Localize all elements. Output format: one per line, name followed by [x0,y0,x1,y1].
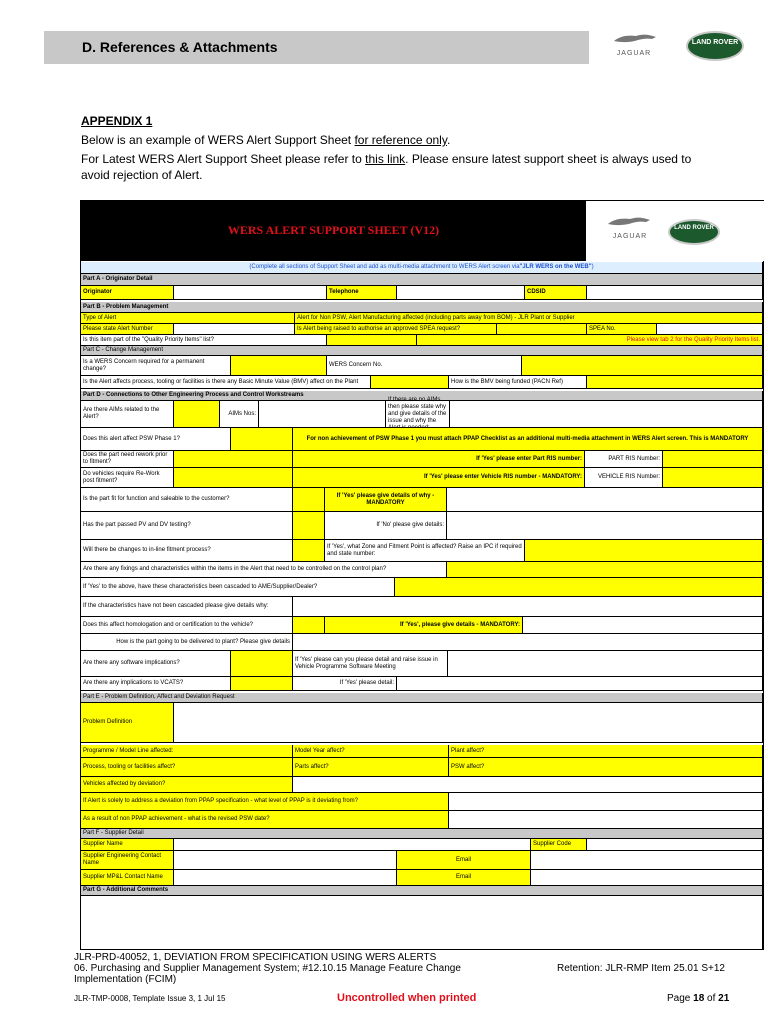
alert-number-row [81,324,763,335]
not-cascaded-row [81,597,763,617]
footer-retention: Retention: JLR-RMP Item 25.01 S+12 [557,963,725,974]
supplier-code-label: Supplier Code [531,839,587,851]
vehicles-affected-row [81,777,763,793]
plant-affect-label: Plant affect? [449,745,763,758]
footer-uncontrolled: Uncontrolled when printed [337,992,477,1004]
telephone-label: Telephone [327,286,397,300]
type-of-alert-row [81,313,763,324]
process-row [81,758,763,777]
sheet-jaguar-logo [600,215,660,245]
appendix-line-1-end: . [446,133,451,147]
vehicles-affected-label: Vehicles affected by deviation? [81,777,293,793]
quality-priority-row [81,335,763,346]
wers-concern-field[interactable] [231,356,327,376]
ppap-deviation-field[interactable] [449,793,763,811]
authorise-spea-label: Is Alert being raised to authorise an approved SPEA request? [295,324,497,335]
delivered-to-plant-label: How is the part going to be delivered to plant? Please give details [81,634,293,651]
fit-for-function-row [81,488,763,512]
part-ris-field[interactable] [663,451,763,468]
vcats-label: Are there any implications to VCATS? [81,677,231,691]
wers-alert-support-sheet [80,200,764,950]
supplier-mpl-row [81,870,763,886]
jaguar-leaper-icon [606,215,652,229]
fit-for-function-label: Is the part fit for function and saleable to the customer? [81,488,293,512]
footer-template: JLR-TMP-0008, Template Issue 3, 1 Jul 15 [74,994,226,1003]
alert-number-field[interactable] [174,324,295,335]
homologation-details-label: If 'Yes', please give details - MANDATORY: [325,617,523,634]
aims-none-field[interactable] [450,401,763,428]
vehicle-rework-row [81,468,763,488]
part-rework-field[interactable] [174,451,293,468]
part-ris-prompt: If 'Yes' please enter Part RIS number: [293,451,585,468]
email-2-label: Email [397,870,531,886]
instruction-text [81,262,763,274]
part-b-title: Part B - Problem Management [81,302,763,313]
authorise-spea-field[interactable] [497,324,587,335]
ppap-deviation-row [81,793,763,811]
supplier-name-field[interactable] [174,839,531,851]
part-g-title: Part G - Additional Comments [81,886,763,896]
part-rework-row [81,451,763,468]
in-line-fitment-row [81,540,763,562]
delivered-row [81,634,763,651]
software-details-label: If 'Yes' please can you please detail and raise issue in Vehicle Programme Software Meeting [293,651,448,677]
fixings-field[interactable] [447,562,763,578]
aims-none-label: then please state why and give details of the issue and why the [386,401,450,428]
parts-affect-label: Parts affect? [293,758,449,777]
footer-page-number [667,993,729,1004]
vcats-field[interactable] [231,677,293,691]
bmv-funded-label: How is the BMV being funded (PACN Ref) [449,376,587,389]
email-2-field[interactable] [531,870,763,886]
additional-comments-field[interactable] [81,896,763,949]
footer-doc-line-1: JLR-PRD-40052, 1, DEVIATION FROM SPECIFICATION USING WERS ALERTS [74,952,437,963]
sheet-jaguar-text: JAGUAR [612,233,648,240]
aims-row [81,401,763,428]
footer-doc-line-2: 06. Purchasing and Supplier Management System; #12.10.15 Manage Feature Change [74,963,461,974]
psw-phase1-field[interactable] [231,428,293,451]
psw-affect-label: PSW affect? [449,758,763,777]
sheet-land-rover-logo: LAND ROVER [668,219,720,245]
part-e-header [81,693,763,703]
page-current: 18 [693,993,705,1004]
part-ris-label: PART RIS Number: [585,451,663,468]
quality-priority-label: Is this item part of the "Quality Priority Items" list? [81,335,327,346]
cascaded-label: If 'Yes' to the above, have these characteristics been cascaded to AME/Supplier/Dealer? [81,578,395,597]
in-line-fitment-label: Will there be changes to in-line fitment process? [81,540,293,562]
sheet-title: WERS ALERT SUPPORT SHEET (V12) [227,223,440,237]
in-line-fitment-field[interactable] [293,540,325,562]
part-c-title: Part C - Change Management [81,346,763,356]
type-of-alert-label: Type of Alert [81,313,295,324]
page-of: of [704,993,719,1004]
problem-definition-label: Problem Definition [81,703,174,743]
process-affect-label: Process, tooling or facilities affect? [81,758,293,777]
additional-comments-row [81,896,763,949]
jaguar-logo [604,32,664,62]
supplier-mpl-contact-label: Supplier MP&L Contact Name [81,870,174,886]
supplier-name-row [81,839,763,851]
sheet-logos [586,201,764,261]
footer-doc-line-3: Implementation (FCIM) [74,974,177,985]
supplier-eng-row [81,851,763,870]
vehicle-rework-field[interactable] [174,468,293,488]
part-f-header [81,829,763,839]
psw-phase1-row [81,428,763,451]
fixings-row [81,562,763,578]
part-g-header [81,886,763,896]
aims-related-label: Are there AIMs related to the Alert? [81,401,174,428]
zone-fitment-field[interactable] [525,540,763,562]
problem-definition-row [81,703,763,743]
jaguar-leaper-icon [612,32,658,46]
fixings-label: Are there any fixings and characteristics within the items in the Alert that need to be controlled on the control plan? [81,562,447,578]
part-b-header [81,302,763,313]
vcats-row [81,677,763,691]
programme-row [81,745,763,758]
cdsid-field[interactable] [587,286,763,300]
email-1-field[interactable] [531,851,763,870]
bmv-row [81,376,763,389]
land-rover-logo: LAND ROVER [686,31,744,61]
alert-affects-label: Is the Alert affects process, tooling or facilities is there any Basic Minute Value (BMV) affect on the Plant [81,376,371,389]
vehicle-ris-prompt: If 'Yes' please enter Vehicle RIS number - MANDATORY: [293,468,585,488]
model-year-label: Model Year affect? [293,745,449,758]
part-f-title: Part F - Supplier Detail [81,829,763,839]
revised-psw-row [81,811,763,829]
supplier-code-field[interactable] [587,839,763,851]
instruction-row [81,262,763,274]
this-link[interactable]: this link [365,152,406,166]
vcats-details-label: If 'Yes' please detail: [293,677,397,691]
appendix-line-2 [81,151,691,167]
vehicles-affected-field[interactable] [293,777,763,793]
fit-yes-details-label: If 'Yes' please give details of why - MANDATORY [325,488,447,512]
reference-only-text: for reference only [354,133,447,147]
appendix-title: APPENDIX 1 [81,114,153,128]
not-cascaded-label: If the characteristics have not been cascaded please give details why: [81,597,293,617]
page-prefix: Page [667,993,694,1004]
ppap-deviation-label: If Alert is solely to address a deviation from PPAP specification - what level of PPAP is it deviating from? [81,793,449,811]
vcats-details-field[interactable] [397,677,763,691]
spea-no-label: SPEA No. [587,324,657,335]
wers-concern-no-field[interactable] [522,356,763,376]
delivered-to-plant-field[interactable] [293,634,763,651]
homologation-field[interactable] [293,617,325,634]
homologation-details-field[interactable] [523,617,763,634]
cascaded-row [81,578,763,597]
cascaded-field[interactable] [395,578,763,597]
psw-phase1-label: Does this alert affect PSW Phase 1? [81,428,231,451]
cdsid-label: CDSID [525,286,587,300]
revised-psw-label: As a result of non PPAP achievement - what is the revised PSW date? [81,811,449,829]
pv-dv-row [81,512,763,540]
software-field[interactable] [231,651,293,677]
instruction-post: ) [591,264,594,270]
programme-affected-label: Programme / Model Line affected: [81,745,293,758]
appendix-line-2-end: . Please ensure latest support sheet is always used to [405,152,692,166]
fit-no-details-field[interactable] [447,512,763,540]
fit-no-details-label: If 'No' please give details: [325,512,447,540]
software-row [81,651,763,677]
alert-for-value: Alert for Non PSW, Alert Manufacturing affected (including parts away from BOM) - JLR Plant or Supplier [295,313,763,324]
alert-affects-field[interactable] [371,376,449,389]
instruction-bold: "JLR WERS on the WEB" [519,264,592,270]
jaguar-logo-text: JAGUAR [616,50,652,57]
supplier-mpl-contact-field[interactable] [174,870,397,886]
appendix-line-1-text: Below is an example of WERS Alert Support Sheet [81,133,355,147]
zone-fitment-label: If 'Yes', what Zone and Fitment Point is affected? Raise an IPC if required and state number: [325,540,525,562]
appendix-line-2-text: For Latest WERS Alert Support Sheet please refer to [81,152,366,166]
ppap-mandatory-note: For non achievement of PSW Phase 1 you must attach PPAP Checklist as an additional multi-media attachment in WERS Alert screen. This is MANDATORY [293,428,763,451]
alert-number-label: Please state Alert Number [81,324,174,335]
originator-label: Originator [81,286,174,300]
problem-definition-field[interactable] [174,703,763,743]
instruction-pre: (Complete all sections of Support Sheet and add as multi-media attachment to WERS Alert screen via [249,264,520,270]
part-a-header [81,274,763,286]
part-e-title: Part E - Problem Definition, Affect and Deviation Request [81,693,763,703]
fit-for-function-field[interactable] [293,488,325,512]
aims-related-field[interactable] [174,401,220,428]
revised-psw-field[interactable] [449,811,763,829]
appendix-line-3: avoid rejection of Alert. [81,168,203,182]
part-a-title: Part A - Originator Detail [81,274,763,286]
wers-concern-no-label: WERS Concern No. [327,356,522,376]
pv-dv-field[interactable] [293,512,325,540]
fit-yes-details-field[interactable] [447,488,763,512]
wers-concern-label: Is a WERS Concern required for a permanent change? [81,356,231,376]
part-c-header [81,346,763,356]
wers-concern-row [81,356,763,376]
part-rework-label: Does the part need rework prior to fitment? [81,451,174,468]
spea-no-field[interactable] [657,324,763,335]
page-total: 21 [718,993,730,1004]
supplier-name-label: Supplier Name [81,839,174,851]
sheet-banner [81,201,586,261]
telephone-field[interactable] [397,286,525,300]
aims-nos-label: AIMs Nos: [220,401,259,428]
originator-row [81,286,763,300]
software-label: Are there any software implications? [81,651,231,677]
pv-dv-label: Has the part passed PV and DV testing? [81,512,293,540]
appendix-line-1 [81,132,450,148]
not-cascaded-field[interactable] [293,597,763,617]
vehicle-rework-label: Do vehicles require Re-Work post fitment? [81,468,174,488]
supplier-eng-contact-label: Supplier Engineering Contact Name [81,851,174,870]
supplier-eng-contact-field[interactable] [174,851,397,870]
section-title: D. References & Attachments [82,39,278,55]
bmv-funded-field[interactable] [587,376,763,389]
quality-tab-note: Please view tab 2 for the Quality Priority Items list. [417,335,763,346]
vehicle-ris-label: VEHICLE RIS Number: [585,468,663,488]
email-1-label: Email [397,851,531,870]
vehicle-ris-field[interactable] [663,468,763,488]
quality-priority-field[interactable] [327,335,417,346]
homologation-label: Does this affect homologation and or certification to the vehicle? [81,617,293,634]
part-d-title: Part D - Connections to Other Engineering Process and Control Workstreams [81,391,763,401]
homologation-row [81,617,763,634]
software-details-field[interactable] [448,651,763,677]
aims-nos-field[interactable] [259,401,386,428]
originator-field[interactable] [174,286,327,300]
section-header-bar [44,31,589,64]
